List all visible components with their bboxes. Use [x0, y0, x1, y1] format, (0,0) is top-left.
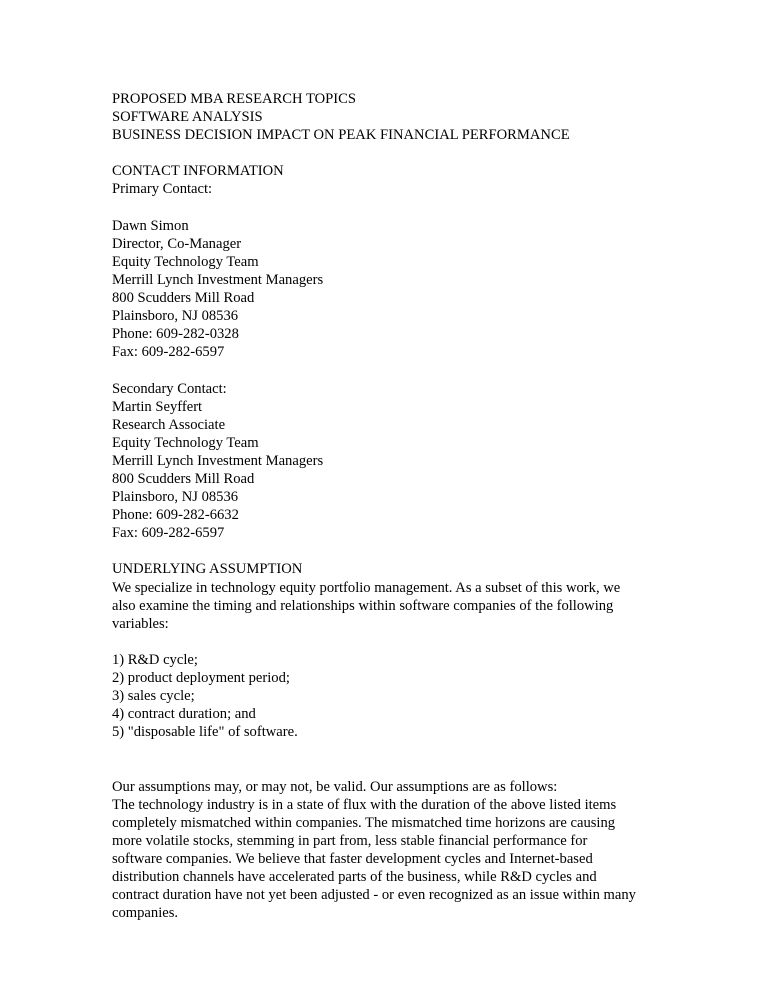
spacer [112, 361, 672, 379]
variable-list-item: 5) "disposable life" of software. [112, 724, 298, 741]
primary-contact-label: Primary Contact: [112, 181, 213, 198]
spacer [112, 199, 672, 217]
primary-contact-city: Plainsboro, NJ 08536 [112, 308, 239, 325]
assumption-body-line: distribution channels have accelerated parts of the business, while R&D cycles and [112, 869, 597, 886]
assumption-body-line: more volatile stocks, stemming in part from, less stable financial performance for [112, 832, 588, 849]
document-body [112, 90, 672, 922]
primary-contact-name: Dawn Simon [112, 217, 189, 234]
assumption-body-line: The technology industry is in a state of flux with the duration of the above listed items [112, 796, 617, 813]
secondary-contact-street: 800 Scudders Mill Road [112, 470, 255, 487]
assumption-body-line: completely mismatched within companies. The mismatched time horizons are causing [112, 814, 616, 831]
variable-list-item: 3) sales cycle; [112, 688, 195, 705]
assumption-body-line: software companies. We believe that faster development cycles and Internet-based [112, 850, 593, 867]
contact-heading: CONTACT INFORMATION [112, 163, 284, 180]
spacer [112, 741, 672, 759]
secondary-contact-name: Martin Seyffert [112, 398, 203, 415]
spacer [112, 144, 672, 162]
document-title: PROPOSED MBA RESEARCH TOPICS [112, 91, 356, 107]
primary-contact-street: 800 Scudders Mill Road [112, 290, 255, 307]
document-subtitle-2: BUSINESS DECISION IMPACT ON PEAK FINANCIAL PERFORMANCE [112, 127, 570, 144]
primary-contact-title: Director, Co-Manager [112, 235, 242, 252]
secondary-contact-fax: Fax: 609-282-6597 [112, 525, 225, 542]
spacer [112, 759, 672, 777]
primary-contact-team: Equity Technology Team [112, 253, 259, 270]
document-subtitle: SOFTWARE ANALYSIS [112, 109, 263, 126]
spacer [112, 633, 672, 651]
secondary-contact-label: Secondary Contact: [112, 380, 227, 397]
assumption-body-line: Our assumptions may, or may not, be valid. Our assumptions are as follows: [112, 778, 558, 795]
primary-contact-phone: Phone: 609-282-0328 [112, 326, 239, 343]
assumption-body-line: companies. [112, 905, 179, 922]
secondary-contact-phone: Phone: 609-282-6632 [112, 507, 239, 524]
variable-list-item: 2) product deployment period; [112, 670, 290, 686]
variable-list-item: 4) contract duration; and [112, 706, 256, 723]
secondary-contact-title: Research Associate [112, 416, 226, 433]
secondary-contact-city: Plainsboro, NJ 08536 [112, 489, 239, 506]
assumption-intro-line: We specialize in technology equity portfolio management. As a subset of this work, we [112, 579, 621, 596]
primary-contact-company: Merrill Lynch Investment Managers [112, 271, 324, 288]
secondary-contact-company: Merrill Lynch Investment Managers [112, 452, 324, 469]
assumption-body-line: contract duration have not yet been adjusted - or even recognized as an issue within many [112, 887, 636, 904]
assumption-intro-line: variables: [112, 615, 169, 632]
assumption-heading: UNDERLYING ASSUMPTION [112, 561, 303, 578]
secondary-contact-team: Equity Technology Team [112, 434, 259, 451]
primary-contact-fax: Fax: 609-282-6597 [112, 344, 225, 361]
spacer [112, 542, 672, 560]
assumption-intro-line: also examine the timing and relationships within software companies of the following [112, 597, 614, 614]
variable-list-item: 1) R&D cycle; [112, 651, 198, 668]
